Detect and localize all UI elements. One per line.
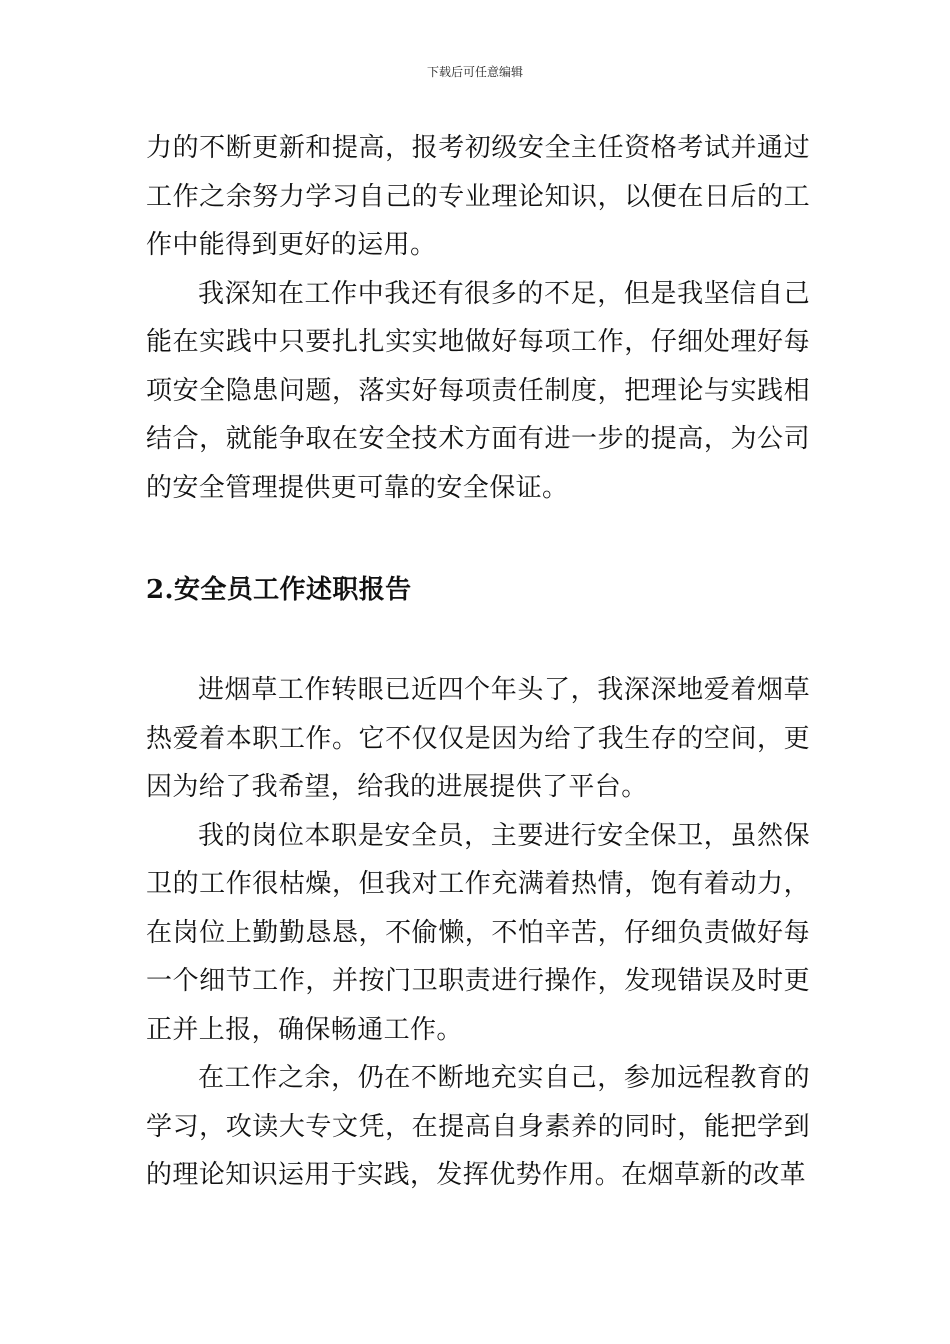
- paragraph-shortcomings: 我深知在工作中我还有很多的不足，但是我坚信自己能在实践中只要扎扎实实地做好每项工作，仔细处理好每项安全隐患问题，落实好每项责任制度，把理论与实践相结合，就能争取在安全技术方面有进一步的提高，为公司的安全管理提供更可靠的安全保证。: [146, 278, 810, 503]
- section-heading: 2.安全员工作述职报告: [146, 575, 412, 605]
- paragraph-intro: 进烟草工作转眼已近四个年头了，我深深地爱着烟草热爱着本职工作。它不仅仅是因为给了我生存的空间，更因为给了我希望，给我的进展提供了平台。: [146, 675, 810, 802]
- spacer: [146, 614, 810, 666]
- paragraph-continued: 力的不断更新和提高，报考初级安全主任资格考试并通过工作之余努力学习自己的专业理论知识，以便在日后的工作中能得到更好的运用。: [146, 133, 810, 260]
- document-body: [146, 124, 810, 1200]
- paragraph-duties: 我的岗位本职是安全员，主要进行安全保卫，虽然保卫的工作很枯燥，但我对工作充满着热情，饱有着动力，在岗位上勤勤恳恳，不偷懒，不怕辛苦，仔细负责做好每一个细节工作，并按门卫职责进行操作，发现错误及时更正并上报，确保畅通工作。: [146, 820, 810, 1045]
- spacer: [146, 512, 810, 566]
- paragraph-study: 在工作之余，仍在不断地充实自己，参加远程教育的学习，攻读大专文凭，在提高自身素养的同时，能把学到的理论知识运用于实践，发挥优势作用。在烟草新的改革: [146, 1063, 810, 1190]
- header-note: 下载后可任意编辑: [426, 65, 523, 79]
